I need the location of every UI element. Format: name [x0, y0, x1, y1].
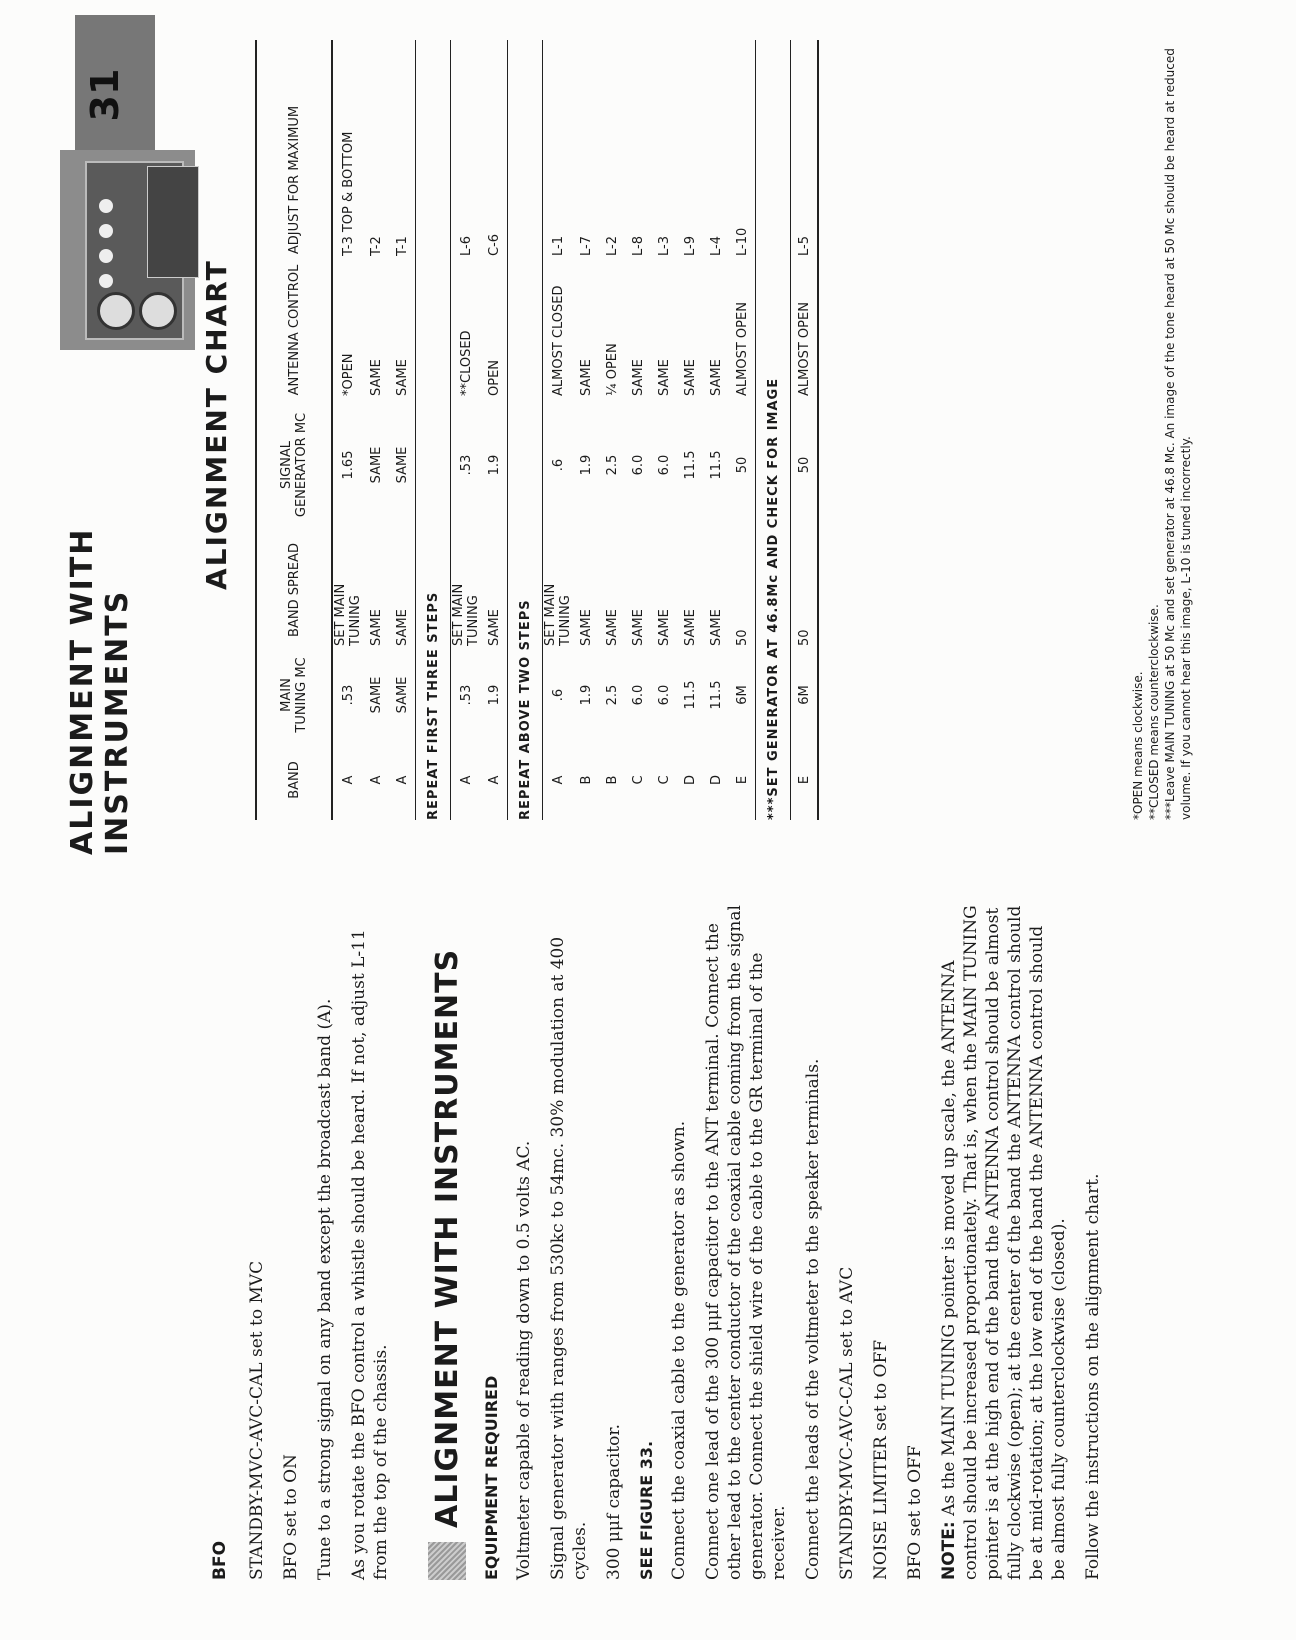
table-cell: 50 [796, 456, 812, 474]
section-marker-icon [428, 1542, 466, 1580]
bfo-line: BFO set to ON [281, 1454, 301, 1580]
equipment-heading: EQUIPMENT REQUIRED [482, 1375, 501, 1580]
table-cell: SET MAIN TUNING [333, 583, 363, 646]
bfo-line: Tune to a strong signal on any band except the broadcast band (A). [315, 998, 335, 1580]
table-cell: C [630, 775, 646, 785]
table-cell: .53 [458, 454, 474, 476]
header-main-tuning: MAIN TUNING MC [279, 657, 309, 733]
header-adjust: ADJUST FOR MAXIMUM [286, 105, 302, 255]
table-cell: SAME [368, 676, 384, 714]
table-cell: 6.0 [656, 684, 672, 706]
table-cell: 1.9 [578, 684, 594, 706]
knob-icon [99, 224, 113, 238]
table-cell: ALMOST OPEN [796, 302, 812, 396]
repeat-above-two: REPEAT ABOVE TWO STEPS [507, 40, 543, 820]
bfo-line: STANDBY-MVC-AVC-CAL set to MVC [247, 1260, 267, 1580]
table-cell: 11.5 [708, 450, 724, 480]
footnote-closed: **CLOSED means counterclockwise. [1147, 604, 1161, 820]
table-cell: SAME [394, 359, 410, 396]
table-cell: SAME [394, 609, 410, 646]
table-cell: L-1 [550, 236, 566, 256]
table-row [677, 40, 703, 820]
table-cell: SAME [630, 609, 646, 646]
table-cell: C [656, 775, 672, 785]
table-group-2 [451, 40, 507, 820]
table-cell: A [550, 775, 566, 785]
bfo-line: As you rotate the BFO control a whistle should be heard. If not, adjust L-11 from the top of the chassis. [349, 929, 391, 1580]
section-title-text: ALIGNMENT WITH INSTRUMENTS [429, 948, 465, 1528]
table-cell: 6.0 [656, 454, 672, 476]
knob-icon [99, 199, 113, 213]
bfo-heading: BFO [210, 1540, 230, 1580]
table-group-3 [543, 40, 755, 820]
table-cell: .53 [340, 684, 356, 706]
table-cell: E [796, 775, 812, 785]
table-cell: 6.0 [630, 454, 646, 476]
table-cell: L-5 [796, 236, 812, 256]
table-row [791, 40, 817, 820]
equipment-line: Signal generator with ranges from 530kc to 54mc. 30% modulation at 400 cycles. [548, 936, 590, 1580]
table-cell: .53 [458, 684, 474, 706]
dial-icon [139, 292, 177, 330]
table-row [451, 40, 481, 820]
table-cell: T-1 [394, 236, 410, 256]
table-row [729, 40, 755, 820]
header-antenna-control: ANTENNA CONTROL [286, 264, 302, 396]
table-cell: 6M [734, 685, 750, 705]
table-cell: L-2 [604, 236, 620, 256]
table-cell: SAME [604, 609, 620, 646]
table-cell: SET MAIN TUNING [543, 583, 573, 646]
table-cell: SAME [368, 359, 384, 396]
table-cell: OPEN [486, 359, 502, 396]
table-cell: 1.65 [340, 450, 356, 480]
table-cell: L-3 [656, 236, 672, 256]
knob-icon [99, 274, 113, 288]
table-cell: 6.0 [630, 684, 646, 706]
footnote-open: *OPEN means clockwise. [1131, 671, 1145, 820]
step-line: Connect the leads of the voltmeter to the speaker terminals. [803, 1058, 823, 1580]
chart-title: ALIGNMENT CHART [200, 259, 233, 590]
table-cell: SAME [656, 359, 672, 396]
instructions-column [210, 900, 1116, 1580]
table-cell: E [734, 775, 750, 785]
table-cell: 50 [734, 629, 750, 646]
table-cell: L-7 [578, 236, 594, 256]
table-cell: B [604, 775, 620, 785]
table-cell: 11.5 [682, 680, 698, 710]
section-title [428, 900, 466, 1580]
table-cell: A [394, 775, 410, 785]
table-cell: 1.9 [486, 684, 502, 706]
table-cell: SAME [656, 609, 672, 646]
table-cell: SAME [394, 676, 410, 714]
table-group-1 [333, 40, 415, 820]
table-cell: SAME [368, 446, 384, 484]
step-line: NOISE LIMITER set to OFF [871, 1339, 891, 1580]
table-row [481, 40, 507, 820]
note-text: As the MAIN TUNING pointer is moved up scale, the ANTENNA control should be increased proportionately. That is, when the MAIN TUNING pointer is at the high end of the band the ANTENNA control should be almost fully clockwise (open); at the center of the band the ANTENNA control should be at mid-rotation; at the low end of the band the ANTENNA control should be almost fully counterclockwise (closed). [939, 905, 1069, 1580]
table-row [651, 40, 677, 820]
table-cell: L-4 [708, 236, 724, 256]
table-cell: 50 [796, 629, 812, 646]
table-cell: SAME [578, 359, 594, 396]
note-label: NOTE: [939, 1521, 959, 1580]
table-cell: 2.5 [604, 454, 620, 476]
table-cell: SAME [682, 609, 698, 646]
set-generator-row: ***SET GENERATOR AT 46.8Mc AND CHECK FOR IMAGE [755, 40, 791, 820]
table-cell: 11.5 [708, 680, 724, 710]
table-cell: A [368, 775, 384, 785]
step-line: BFO set to OFF [905, 1445, 925, 1580]
page-header-title: ALIGNMENT WITH INSTRUMENTS [65, 527, 135, 855]
table-cell: **CLOSED [458, 330, 474, 396]
table-cell: SAME [708, 609, 724, 646]
table-group-4 [791, 40, 819, 820]
table-cell: T-2 [368, 236, 384, 256]
knob-icon [99, 249, 113, 263]
step-line: STANDBY-MVC-AVC-CAL set to AVC [837, 1266, 857, 1580]
footnote-image: ***Leave MAIN TUNING at 50 Mc and set generator at 46.8 Mc. An image of the tone heard at 50 Mc should be heard at reduced volume. If you cannot hear this image, L-10 is tuned incorrectly. [1163, 48, 1193, 820]
table-cell: C-6 [486, 233, 502, 256]
alignment-chart-table [255, 40, 819, 820]
table-cell: ALMOST OPEN [734, 302, 750, 396]
see-figure: SEE FIGURE 33. [637, 1440, 656, 1580]
note-paragraph [938, 900, 1070, 1580]
table-cell: SAME [486, 609, 502, 646]
table-cell: B [578, 775, 594, 785]
table-cell: 50 [734, 456, 750, 474]
table-cell: 6M [796, 685, 812, 705]
table-cell: SAME [578, 609, 594, 646]
table-row [625, 40, 651, 820]
footnotes [1130, 40, 1194, 820]
table-cell: 1.9 [578, 454, 594, 476]
step-line: Connect the coaxial cable to the generator as shown. [669, 1120, 689, 1580]
table-cell: .6 [550, 688, 566, 702]
table-cell: T-3 TOP & BOTTOM [340, 131, 356, 256]
table-cell: A [340, 775, 356, 785]
table-cell: SAME [708, 359, 724, 396]
table-row [573, 40, 599, 820]
table-cell: D [682, 775, 698, 786]
table-cell: L-8 [630, 236, 646, 256]
header-band-spread: BAND SPREAD [286, 543, 302, 637]
equipment-line: Voltmeter capable of reading down to 0.5 volts AC. [514, 1140, 534, 1580]
table-cell: SAME [682, 359, 698, 396]
table-cell: 1.9 [486, 454, 502, 476]
table-cell: .6 [550, 458, 566, 472]
table-cell: A [458, 775, 474, 785]
table-row [703, 40, 729, 820]
table-cell: L-9 [682, 236, 698, 256]
table-cell: 2.5 [604, 684, 620, 706]
table-row [333, 40, 363, 820]
header-signal-generator: SIGNAL GENERATOR MC [279, 412, 309, 518]
tuning-scale [147, 166, 199, 278]
table-header-row [255, 40, 333, 820]
table-cell: SAME [368, 609, 384, 646]
table-row [363, 40, 389, 820]
table-cell: 11.5 [682, 450, 698, 480]
page-number: 31 [83, 68, 127, 122]
table-cell: SAME [394, 446, 410, 484]
table-cell: *OPEN [340, 353, 356, 396]
follow-instructions: Follow the instructions on the alignment chart. [1083, 1173, 1103, 1580]
table-cell: SET MAIN TUNING [451, 583, 481, 646]
table-cell: A [486, 775, 502, 785]
step-line: Connect one lead of the 300 μμf capacitor to the ANT terminal. Connect the other lead to the center conductor of the coaxial cable coming from the signal generator. Connect the shield wire of the cable to the GR terminal of the receiver. [703, 905, 789, 1580]
equipment-line: 300 μμf capacitor. [604, 1423, 624, 1580]
table-row [543, 40, 573, 820]
table-cell: L-6 [458, 236, 474, 256]
table-cell: L-10 [734, 227, 750, 256]
repeat-first-three: REPEAT FIRST THREE STEPS [415, 40, 451, 820]
table-cell: ¼ OPEN [604, 343, 620, 396]
table-row [599, 40, 625, 820]
table-row [389, 40, 415, 820]
table-cell: ALMOST CLOSED [550, 285, 566, 396]
table-cell: D [708, 775, 724, 786]
table-cell: SAME [630, 359, 646, 396]
header-band: BAND [286, 761, 302, 799]
